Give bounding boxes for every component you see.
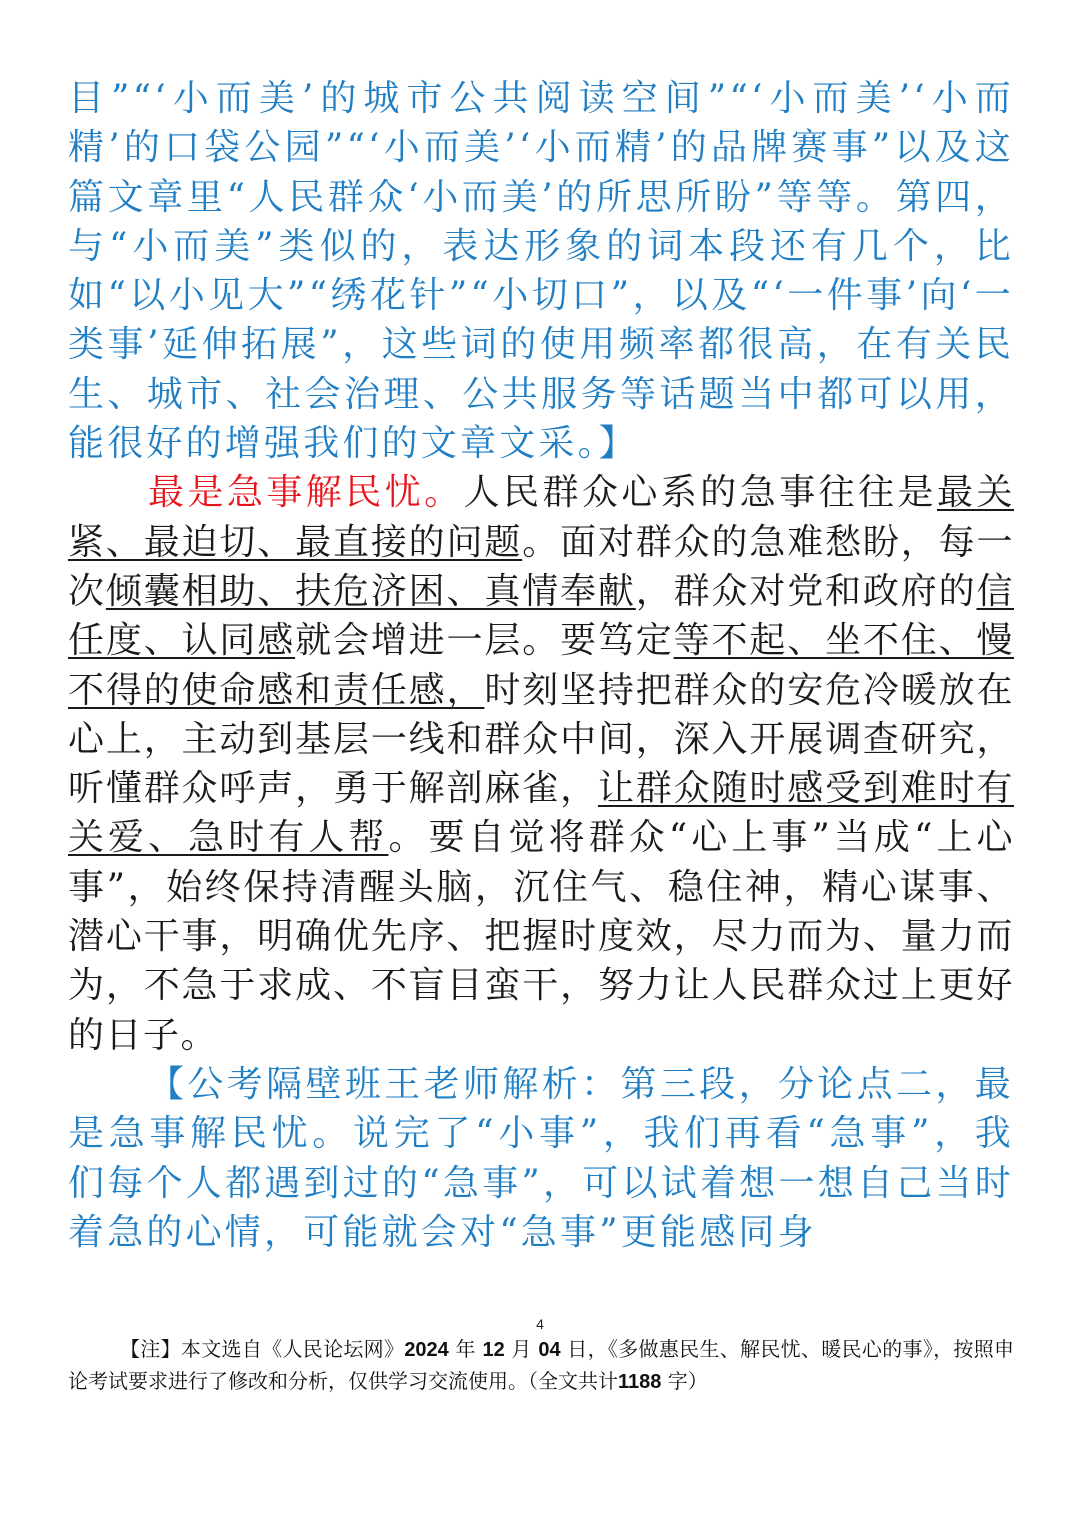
body-text: 时刻坚持把群众的安危冷暖放在心上，主动到基层一线和群众中间，深入开展调查研究，听懂群众呼声，勇于解剖麻雀， [68,669,1014,810]
body-text: 就会增进一层。要笃定 [295,620,674,662]
analysis-paragraph-continued: 目”“‘小而美’的城市公共阅读空间”“‘小而美’‘小而精’的口袋公园”“‘小而美’‘小而精’的品牌赛事”以及这篇文章里“人民群众‘小而美’的所思所盼”等等。第四，与“小而美”类似的，表达形象的词本段还有几个，比如“以小见大”“绣花针”“小切口”，以及“‘一件事’向‘一类事’延伸拓展”，这些词的使用频率都很高，在有关民生、城市、社会治理、公共服务等话题当中都可以用，能很好的增强我们的文章文采。】 [68,78,1014,465]
analysis-paragraph-3: 【公考隔壁班王老师解析：第三段，分论点二，最是急事解民忧。说完了“小事”，我们再看“急事”，我们每个人都遇到过的“急事”，可以试着想一想自己当时着急的心情，可能就会对“急事”更能感同身 [68,1063,1014,1253]
underlined-text: 倾囊相助、扶危济困、真情奉献 [105,570,636,612]
underlined-text: 等不起、坐不住、慢不得的使命感和责任感， [68,620,1014,711]
section-paragraph-3 [68,468,1014,1060]
body-text: 人民群众心系的急事往往是 [463,472,938,514]
document-body [68,74,1014,1257]
underlined-text: 最关紧、最迫切、最直接的问题 [68,472,1014,563]
footnote-text: 【注】本文选自《人民论坛网》2024 年 12 月 04 日，《多做惠民生、解民忧、暖民心的事》，按照申论考试要求进行了修改和分析，仅供学习交流使用。（全文共计1188 字） [68,1337,1015,1393]
body-text: 。面对群众的急难愁盼，每一次 [68,521,1014,612]
body-text: 。要自觉将群众“心上事”当成“上心事”，始终保持清醒头脑，沉住气、稳住神，精心谋事、潜心干事，明确优先序、把握时度效，尽力而为、量力而为，不急于求成、不盲目蛮干，努力让人民群众过上更好的日子。 [68,817,1014,1056]
body-text: ，群众对党和政府的 [635,570,977,612]
section-heading: 最是急事解民忧。 [148,472,464,514]
footnote [68,1334,1014,1398]
page-number: 4 [536,1316,544,1332]
underlined-text: 让群众随时感受到难时有关爱、急时有人帮 [68,768,1014,859]
underlined-text: 信任度、认同感 [68,570,1014,662]
